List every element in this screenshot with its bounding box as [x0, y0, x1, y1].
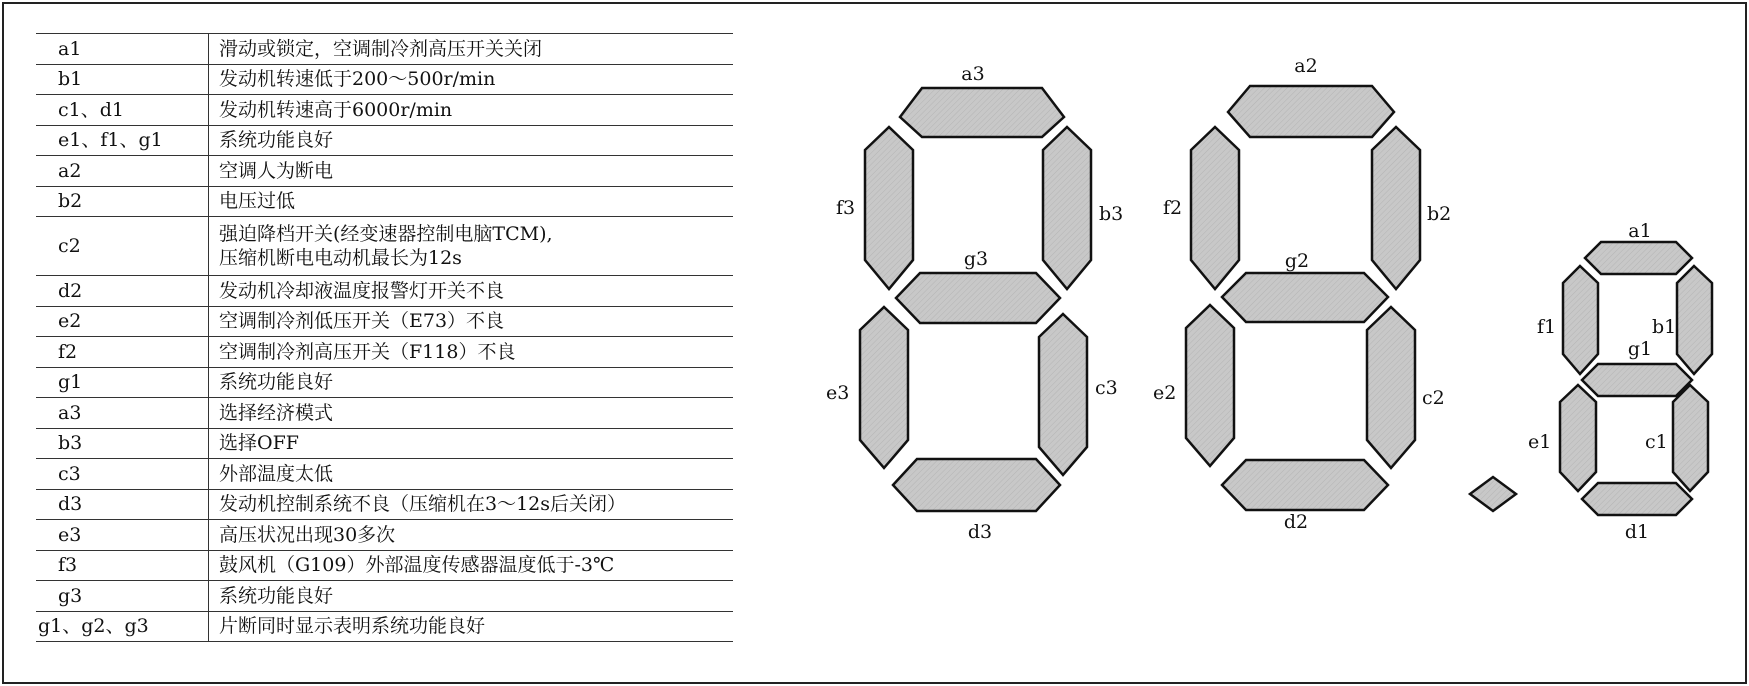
segment-meaning: 发动机转速低于200～500r/min — [209, 64, 734, 95]
segment-code: d3 — [36, 489, 209, 520]
digit-2 — [1153, 55, 1451, 533]
segment-label: d3 — [967, 521, 993, 543]
segment-g1 — [1582, 364, 1692, 396]
segment-label: d2 — [1283, 511, 1309, 533]
segment-e2 — [1186, 305, 1234, 466]
segment-meaning-line: 压缩机断电电动机最长为12s — [219, 247, 462, 269]
segment-meaning: 空调制冷剂高压开关（F118）不良 — [209, 337, 734, 368]
segment-code: b3 — [36, 428, 209, 459]
segment-meaning: 选择经济模式 — [209, 398, 734, 429]
segment-label: g1 — [1627, 338, 1653, 360]
segment-meaning-line: 强迫降档开关(经变速器控制电脑TCM), — [219, 223, 553, 245]
segment-code: a3 — [36, 398, 209, 429]
segment-label: f2 — [1163, 197, 1183, 219]
segment-code: c2 — [36, 217, 209, 276]
segment-meaning: 片断同时显示表明系统功能良好 — [209, 611, 734, 642]
digit-3 — [826, 63, 1123, 543]
segment-code: d2 — [36, 276, 209, 307]
segment-a1 — [1585, 242, 1692, 274]
segment-e3 — [860, 307, 908, 468]
segment-label: c3 — [1095, 377, 1118, 399]
segment-code: b1 — [36, 64, 209, 95]
segment-f1 — [1563, 266, 1598, 374]
segment-label: b3 — [1099, 203, 1124, 225]
segment-meaning: 系统功能良好 — [209, 367, 734, 398]
segment-label: c2 — [1422, 387, 1445, 409]
segment-meaning: 发动机控制系统不良（压缩机在3～12s后关闭） — [209, 489, 734, 520]
segment-code: a2 — [36, 156, 209, 187]
segment-label: e1 — [1528, 431, 1552, 453]
segment-f3 — [865, 127, 913, 289]
segment-label: e2 — [1153, 382, 1177, 404]
segment-label: g2 — [1284, 250, 1310, 272]
segment-code: e3 — [36, 520, 209, 551]
segment-label: f1 — [1537, 316, 1557, 338]
segment-code: f3 — [36, 550, 209, 581]
segment-code: c1、d1 — [36, 95, 209, 126]
segment-label: d1 — [1624, 521, 1650, 543]
segment-a3 — [900, 88, 1064, 137]
segment-meaning: 滑动或锁定，空调制冷剂高压开关关闭 — [209, 34, 734, 65]
decimal-point — [1470, 477, 1516, 511]
segment-e1 — [1560, 385, 1596, 491]
segment-label: a2 — [1294, 55, 1318, 77]
segment-meaning: 系统功能良好 — [209, 125, 734, 156]
segment-label: b1 — [1652, 316, 1677, 338]
segment-meaning: 电压过低 — [209, 186, 734, 217]
segment-meaning: 高压状况出现30多次 — [209, 520, 734, 551]
segment-code: c3 — [36, 459, 209, 490]
segment-code: e2 — [36, 306, 209, 337]
segment-g3 — [896, 273, 1060, 323]
segment-code: e1、f1、g1 — [36, 125, 209, 156]
segment-c3 — [1039, 314, 1087, 475]
segment-label: a1 — [1628, 220, 1652, 242]
segment-code: g1、g2、g3 — [36, 611, 209, 642]
segment-label: e3 — [826, 382, 850, 404]
segment-f2 — [1191, 127, 1239, 289]
digit-1 — [1528, 220, 1712, 543]
segment-d3 — [893, 459, 1060, 511]
segment-label: a3 — [961, 63, 985, 85]
segment-meaning: 空调制冷剂低压开关（E73）不良 — [209, 306, 734, 337]
segment-meaning: 发动机转速高于6000r/min — [209, 95, 734, 126]
segment-a2 — [1228, 86, 1394, 137]
segment-meaning: 选择OFF — [209, 428, 734, 459]
segment-c2 — [1367, 307, 1415, 468]
segment-code: g3 — [36, 581, 209, 612]
segment-meaning: 系统功能良好 — [209, 581, 734, 612]
segment-code: g1 — [36, 367, 209, 398]
segment-label: b2 — [1427, 203, 1452, 225]
segment-b1 — [1677, 266, 1712, 374]
segment-label: c1 — [1645, 431, 1668, 453]
segment-b2 — [1372, 127, 1420, 289]
segment-c1 — [1673, 385, 1708, 491]
segment-meaning: 发动机冷却液温度报警灯开关不良 — [209, 276, 734, 307]
segment-meaning: 外部温度太低 — [209, 459, 734, 490]
segment-code: a1 — [36, 34, 209, 65]
segment-d1 — [1582, 483, 1692, 515]
segment-d2 — [1222, 460, 1388, 510]
segment-meaning: 鼓风机（G109）外部温度传感器温度低于-3℃ — [209, 550, 734, 581]
segment-code: f2 — [36, 337, 209, 368]
segment-g2 — [1222, 273, 1388, 322]
segment-label: g3 — [963, 248, 989, 270]
segment-label: f3 — [836, 197, 856, 219]
segment-meaning: 空调人为断电 — [209, 156, 734, 187]
segment-b3 — [1043, 127, 1091, 289]
segment-code: b2 — [36, 186, 209, 217]
